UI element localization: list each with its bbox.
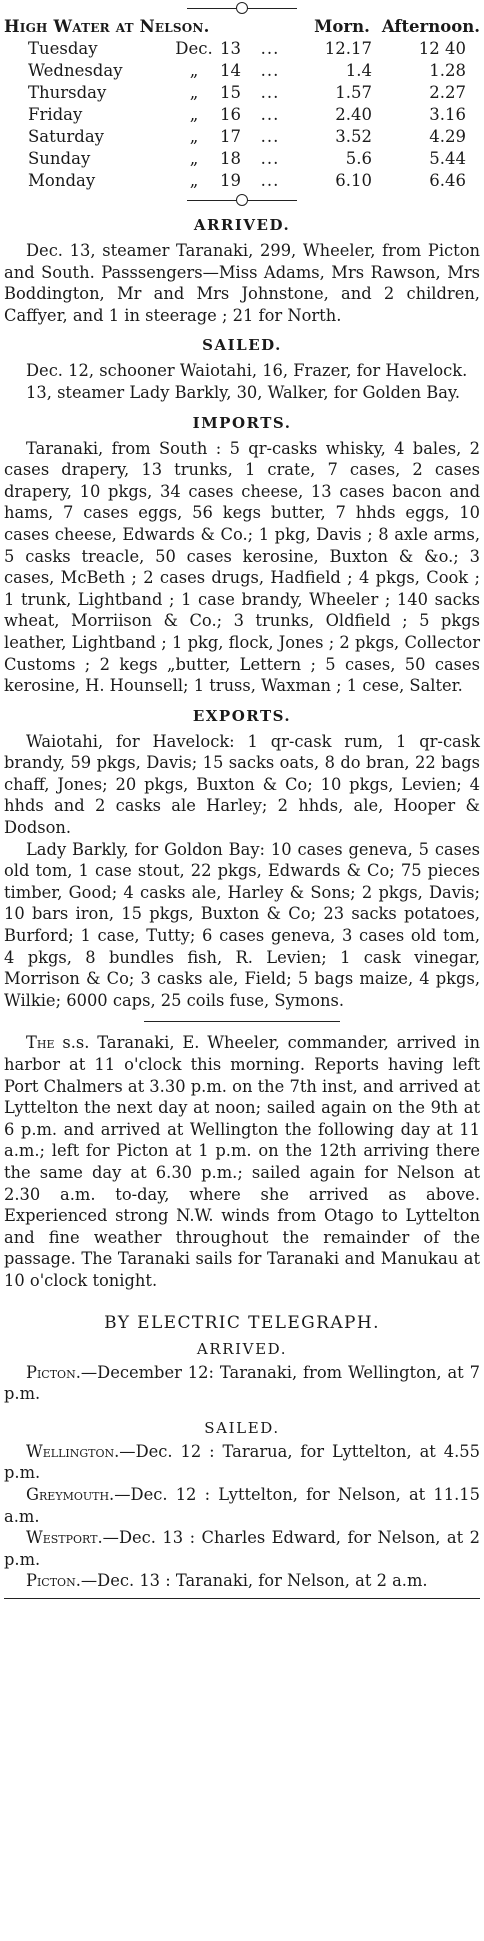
telegraph-arrived-heading: ARRIVED. [196, 1339, 288, 1358]
tide-row: Monday „ 19 ... 6.10 6.46 [28, 171, 466, 190]
tide-row: Thursday „ 15 ... 1.57 2.27 [28, 83, 466, 102]
section-divider [144, 1021, 340, 1022]
tide-table-header [4, 16, 480, 38]
telegraph-sailed-item: Greymouth.—Dec. 12 : Lyttelton, for Nelson, at 11.15 a.m. [4, 1484, 480, 1526]
tide-row: Tuesday Dec. 13 ... 12.17 12 40 [28, 39, 466, 58]
tide-row: Saturday „ 17 ... 3.52 4.29 [28, 127, 466, 146]
sailed-item: 13, steamer Lady Barkly, 30, Walker, for Golden Bay. [26, 382, 461, 402]
tide-table-title: High Water at Nelson. [4, 17, 210, 36]
telegraph-sailed-item: Picton.—Dec. 13 : Taranaki, for Nelson, at 2 a.m. [26, 1571, 428, 1591]
ornamental-rule-top [187, 2, 297, 14]
report-lead-word: The [26, 1033, 55, 1053]
col-afternoon-header: Afternoon. [381, 17, 480, 36]
bottom-rule [4, 1598, 480, 1599]
exports-item: Lady Barkly, for Goldon Bay: 10 cases geneva, 5 cases old tom, 1 case stout, 22 pkgs, Edwards & Co; 75 pieces timber, Good; 4 casks ale, Harley & Sons; 2 pkgs, Davis; 10 bars iron, 15 pkgs, Buxton & Co; 23 sacks potatoes, Burford; 1 case, Tutty; 6 cases geneva, 3 cases old tom, 4 pkgs, 8 bundles fish, R. Levien; 1 cask vinegar, Morrison & Co; 3 casks ale, Field; 5 bags maize, 4 pkgs, Wilkie; 6000 caps, 25 coils fuse, Symons. [4, 839, 480, 1010]
report-body: s.s. Taranaki, E. Wheeler, commander, arrived in harbor at 11 o'clock this morning. Reports having left Port Chalmers at 3.30 p.m. on the 7th inst, and arrived at Lyttelton the next day at noon; sailed again on the 9th at 6 p.m. and arrived at Wellington the following day at 11 a.m.; left for Picton at 1 p.m. on the 12th arriving there the same day at 6.30 p.m.; sailed again for Nelson at 2.30 a.m. to-day, where she arrived as above. Experienced strong N.W. winds from Otago to Lyttelton and fine weather throughout the remainder of the passage. The Taranaki sails for Taranaki and Manukau at 10 o'clock tonight. [4, 1033, 480, 1290]
taranaki-report-paragraph [4, 1032, 480, 1291]
newspaper-column [4, 0, 480, 1599]
telegraph-sailed-heading: SAILED. [204, 1418, 280, 1437]
tide-row: Sunday „ 18 ... 5.6 5.44 [28, 149, 466, 168]
tide-row: Wednesday „ 14 ... 1.4 1.28 [28, 61, 466, 80]
telegraph-arrived-item: Picton.—December 12: Taranaki, from Wellington, at 7 p.m. [4, 1362, 480, 1404]
telegraph-heading: BY ELECTRIC TELEGRAPH. [104, 1312, 380, 1333]
arrived-heading: ARRIVED. [193, 216, 291, 234]
exports-heading: EXPORTS. [192, 706, 292, 725]
tide-table [4, 38, 480, 192]
col-morning-header: Morn. [314, 17, 370, 36]
exports-item: Waiotahi, for Havelock: 1 qr-cask rum, 1 qr-cask brandy, 59 pkgs, Davis; 15 sacks oats, 8 do bran, 22 bags chaff, Jones; 20 pkgs, Buxton & Co; 10 pkgs, Levien; 4 hhds and 2 casks ale Harley; 2 hhds, ale, Hooper & Dodson. [4, 731, 480, 838]
imports-heading: IMPORTS. [192, 413, 292, 432]
ornamental-rule [187, 194, 297, 206]
sailed-heading: SAILED. [202, 336, 282, 355]
telegraph-sailed-item: Wellington.—Dec. 12 : Tararua, for Lyttelton, at 4.55 p.m. [4, 1441, 480, 1483]
tide-row: Friday „ 16 ... 2.40 3.16 [28, 105, 466, 124]
telegraph-sailed-item: Westport.—Dec. 13 : Charles Edward, for Nelson, at 2 p.m. [4, 1528, 480, 1569]
sailed-item: Dec. 12, schooner Waiotahi, 16, Frazer, for Havelock. [26, 361, 468, 381]
arrived-paragraph: Dec. 13, steamer Taranaki, 299, Wheeler, from Picton and South. Passsengers—Miss Adams, Mrs Rawson, Mrs Boddington, Mr and Mrs Johnstone, and 2 children, Caffyer, and 1 in steerage ; 21 for North. [4, 241, 480, 325]
imports-paragraph: Taranaki, from South : 5 qr-casks whisky, 4 bales, 2 cases drapery, 13 trunks, 1 crate, 7 cases, 2 cases drapery, 10 pkgs, 34 cases cheese, 13 cases bacon and hams, 7 cases eggs, 56 kegs butter, 7 hhds eggs, 10 cases cheese, Edwards & Co.; 1 pkg, Davis ; 8 axle arms, 5 casks treacle, 50 cases kerosine, Buxton & &o.; 3 cases, McBeth ; 2 cases drugs, Hadfield ; 4 pkgs, Cook ; 1 trunk, Lightband ; 1 case brandy, Wheeler ; 140 sacks wheat, Morriison & Co.; 3 trunks, Oldfield ; 5 pkgs leather, Lightband ; 1 pkg, flock, Jones ; 2 pkgs, Collector Customs ; 2 kegs „butter, Lettern ; 5 cases, 50 cases kerosine, H. Hounsell; 1 truss, Waxman ; 1 cese, Salter. [4, 438, 480, 696]
